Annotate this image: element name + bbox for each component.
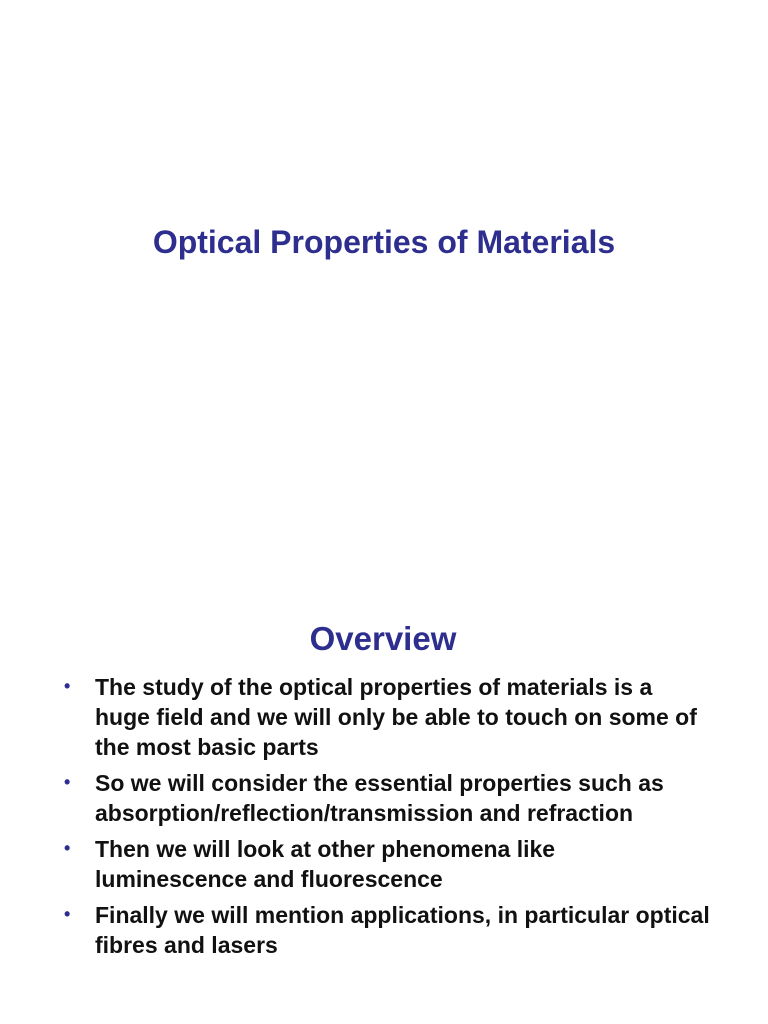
slide-title: Optical Properties of Materials	[152, 224, 616, 260]
bullet-text: Then we will look at other phenomena like luminescence and fluorescence	[95, 836, 556, 892]
overview-heading: Overview	[309, 620, 457, 657]
bullet-item	[62, 900, 712, 960]
bullet-text: Finally we will mention applications, in particular optical fibres and lasers	[95, 902, 710, 958]
bullet-dot-icon: •	[64, 904, 71, 924]
bullet-text: The study of the optical properties of materials is a huge field and we will only be able to touch on some of the most basic parts	[95, 674, 697, 760]
bullet-item	[62, 834, 712, 894]
bullet-dot-icon: •	[64, 676, 71, 696]
bullet-item	[62, 768, 712, 828]
bullet-item	[62, 672, 712, 762]
bullet-dot-icon: •	[64, 838, 71, 858]
bullet-list	[62, 672, 712, 966]
bullet-dot-icon: •	[64, 772, 71, 792]
overview-slide	[0, 500, 768, 1024]
title-slide	[0, 0, 768, 500]
bullet-text: So we will consider the essential properties such as absorption/reflection/transmission and refraction	[95, 770, 664, 826]
